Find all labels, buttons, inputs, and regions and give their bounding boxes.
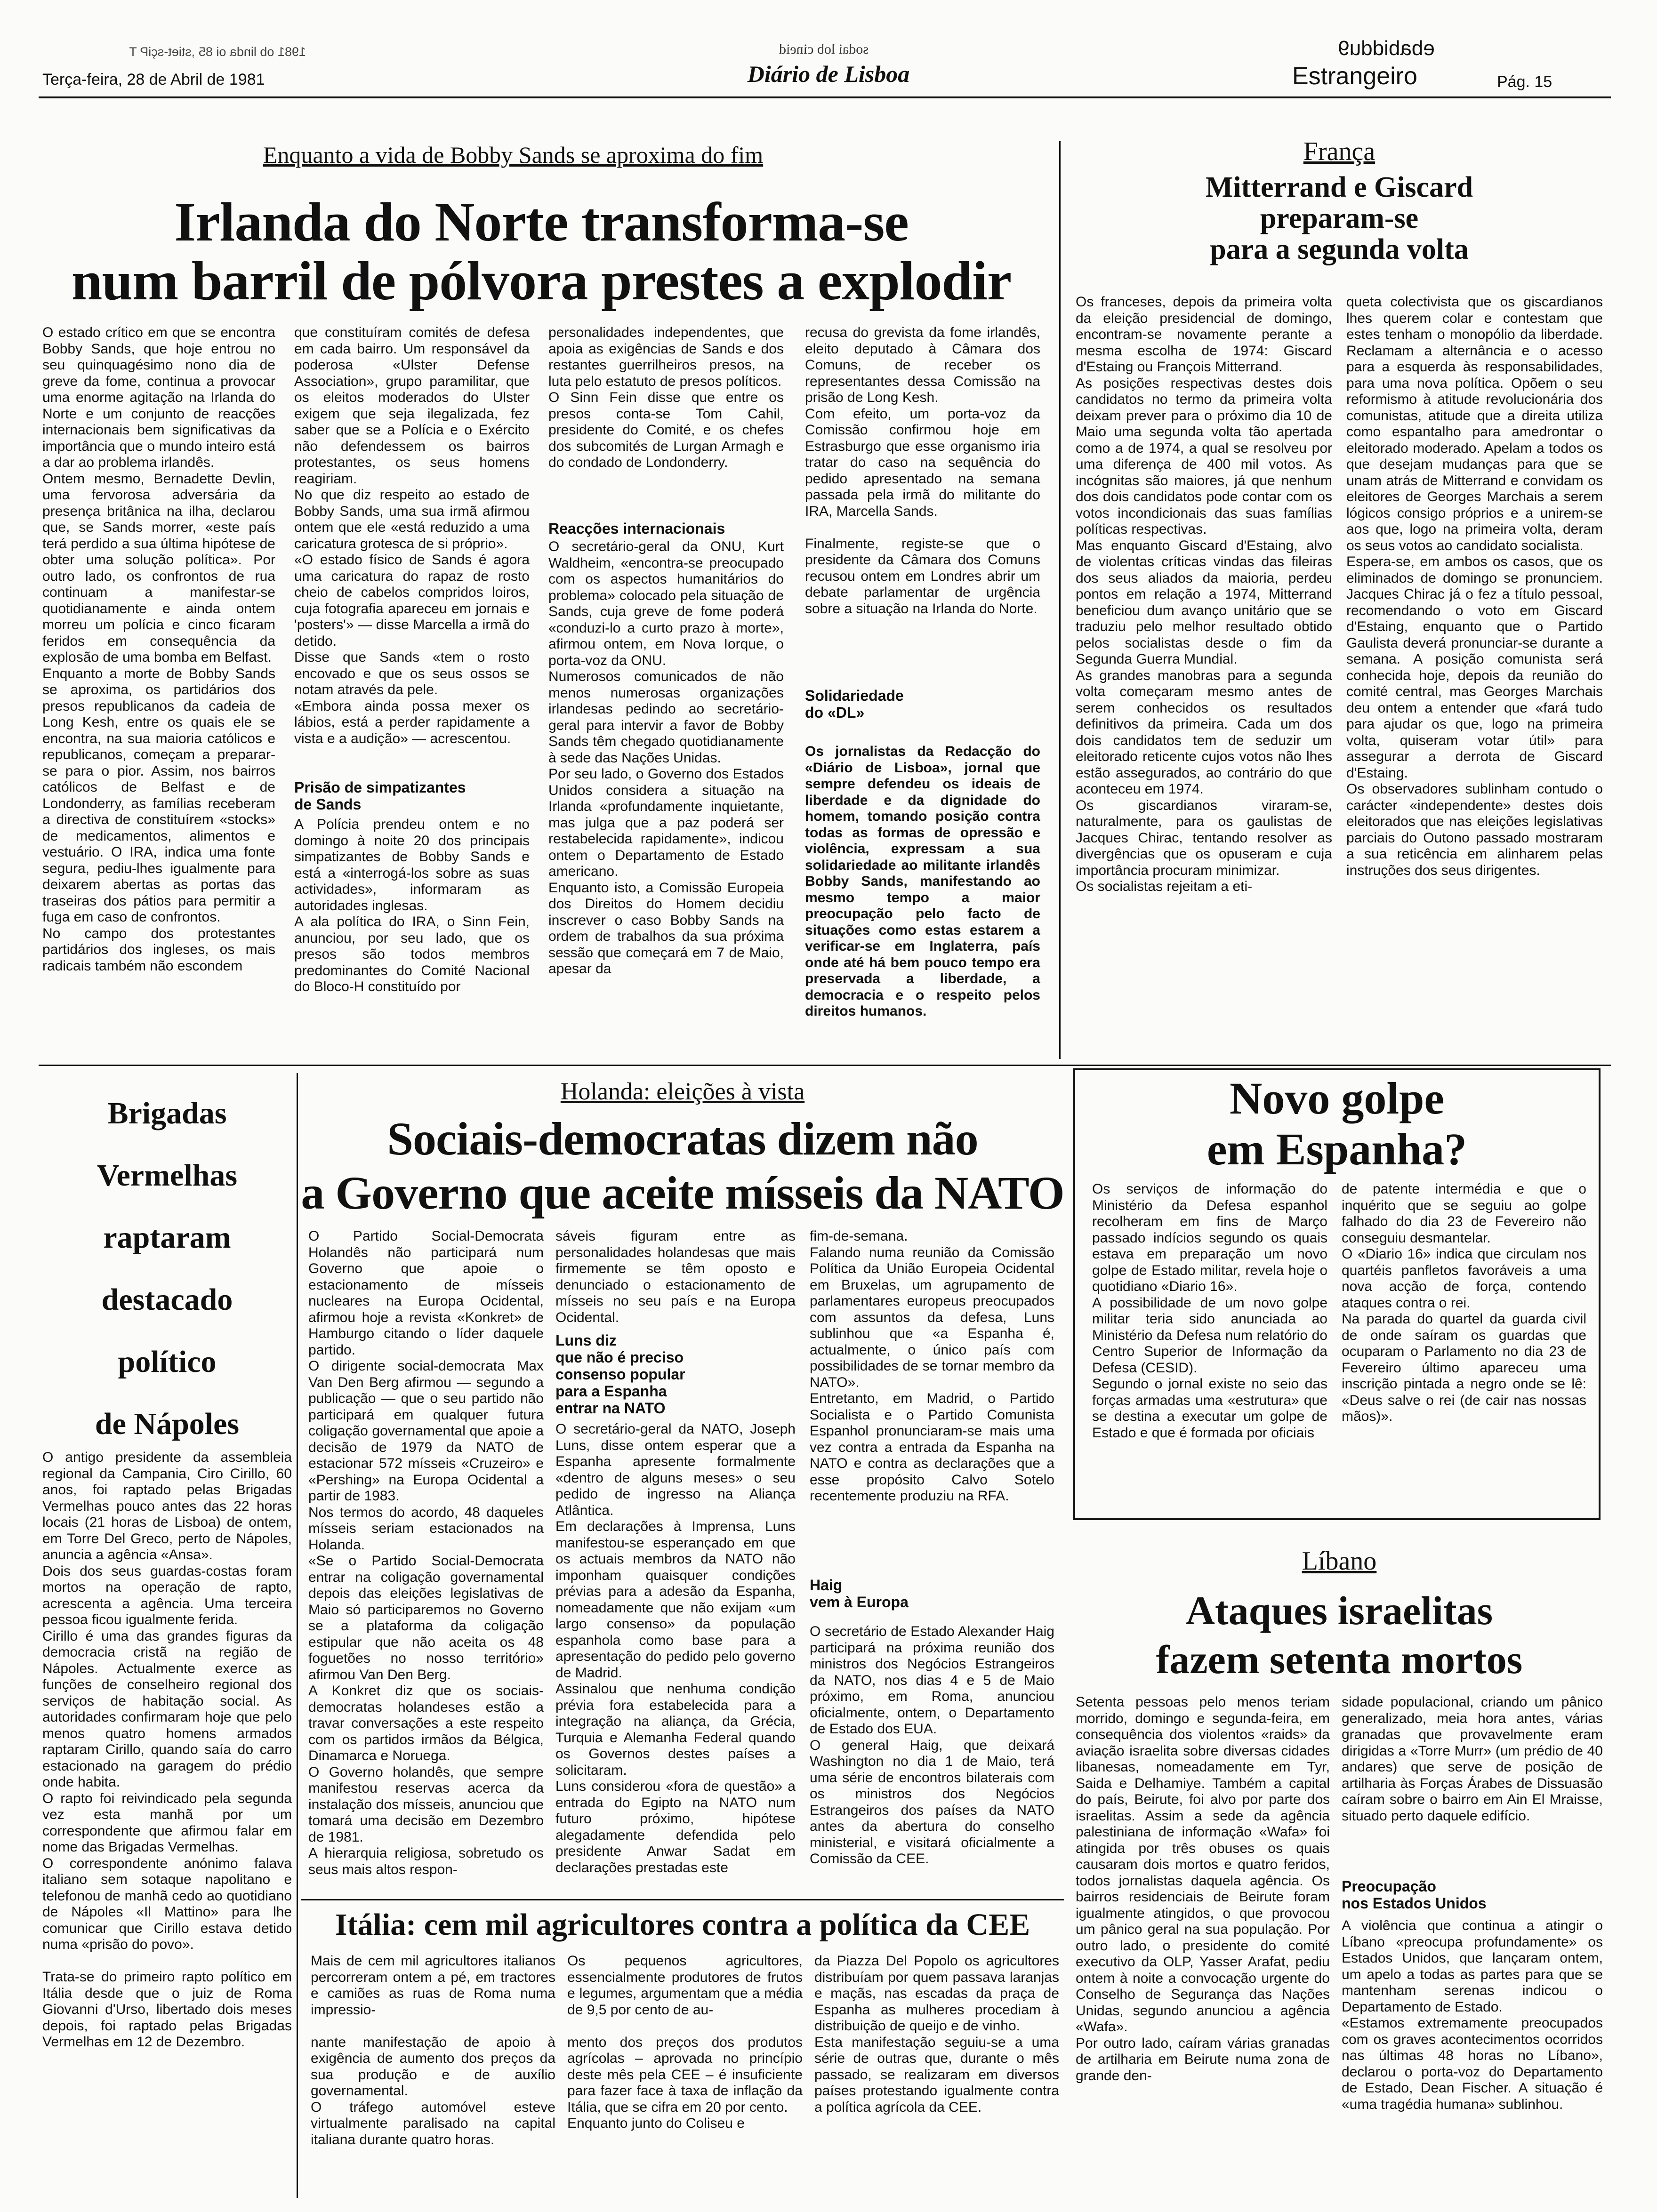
irlanda-headline-line1: Irlanda do Norte transforma-se	[174, 191, 909, 253]
brigadas-headline: Brigadas Vermelhas raptaram destacado político de Nápoles	[95, 1096, 240, 1441]
irlanda-col4-subhead: Solidariedade do «DL»	[805, 687, 904, 721]
mirror-bleed-text-right: ebabiddu9	[1338, 37, 1435, 60]
holanda-headline-line1: Sociais-democratas dizem não	[387, 1113, 978, 1165]
holanda-col1: O Partido Social-Democrata Holandês não participará num Governo que apoie o estacionamento de mísseis nucleares na Europa Ocidental, afirmou hoje a revista «Konkret» de Hamburgo citando o líder daquele partido. O dirigente social-democrata Max Van Den Berg afirmou — segundo a publicação — que o seu partido não participará em qualquer futura coligação governamental que apoie a decisão de 1979 da NATO de estacionar 572 mísseis «Cruzeiro» e «Pershing» na Europa Ocidental a partir de 1983. Nos termos do acordo, 48 daqueles mísseis seriam estacionados na Holanda. «Se o Partido Social-Democrata entrar na coligação governamental depois das eleições legislativas de Maio só participaremos no Governo se a plataforma da coligação estipular que não aceita os 48 foguetões no nosso território» afirmou Van Den Berg. A Konkret diz que os sociais-democratas holandeses estão a travar conversações a este respeito com os partidos irmãos da Bélgica, Dinamarca e Noruega. O Governo holandês, que sempre manifestou reservas acerca da instalação dos mísseis, anunciou que tomará uma decisão em Dezembro de 1981. A hierarquia religiosa, sobretudo os seus mais altos respon-	[308, 1228, 544, 1877]
irlanda-col2b: A Polícia prendeu ontem e no domingo à noite 20 dos principais simpatizantes de Bobby Sands e está a «interrogá-los sobre as suas actividades», informaram as autoridades inglesas. A ala política do IRA, o Sinn Fein, anunciou, por seu lado, que os presos são todos membros predominantes do Comité Nacional do Bloco-H constituído por	[294, 817, 530, 994]
irlanda-col3b: O secretário-geral da ONU, Kurt Waldheim, «encontra-se preocupado com os aspectos humanitários do problema» colocado pela situação de Sands, cuja greve de fome poderá «conduzi-lo a curto prazo à morte», afirmou ontem, em Nova Iorque, o porta-voz da ONU. Numerosos comunicados de não menos numerosas organizações irlandesas pedindo ao secretário-geral para intervir a favor de Bobby Sands têm chegado quotidianamente à sede das Nações Unidas. Por seu lado, o Governo dos Estados Unidos considera a situação na Irlanda «profundamente inquietante, mas julga que a paz poderá ser restabelecida rapidamente», indicou ontem o Departamento de Estado americano. Enquanto isto, a Comissão Europeia dos Direitos do Homem decidiu inscrever o caso Bobby Sands na ordem de trabalhos da sua próxima sessão que começará em 7 de Maio, apesar da	[548, 539, 784, 977]
franca-kicker: França	[1303, 137, 1375, 166]
paper-logo: Diário de Lisboa	[747, 61, 910, 87]
italia-col2: Os pequenos agricultores, essencialmente produtores de frutos e legumes, argumentam que a média de 9,5 por cento de au- mento dos preços dos produtos agrícolas – aprovada no princípio deste mês pela CEE – é insuficiente para fazer face à taxa de inflação da Itália, que se cifra em 20 por cento. Enquanto junto do Coliseu e	[567, 1953, 803, 2131]
masthead-rule	[39, 96, 1611, 98]
irlanda-headline-line2: num barril de pólvora prestes a explodir	[71, 250, 1012, 312]
mirror-bleed-masthead: sodai lob cineid	[779, 41, 869, 57]
column-divider-left	[297, 1073, 298, 2198]
libano-col2-subhead: Preocupação nos Estados Unidos	[1342, 1878, 1487, 1912]
libano-headline: Ataques israelitas fazem setenta mortos	[1156, 1588, 1523, 1682]
brigadas-body: O antigo presidente da assembleia regional da Campania, Ciro Cirillo, 60 anos, foi raptado pelas Brigadas Vermelhas pouco antes das 22 horas locais (21 horas de Lisboa) de ontem, em Torre Del Greco, perto de Nápoles, anuncia a agência «Ansa». Dois dos seus guardas-costas foram mortos na operação de rapto, acrescenta a agência. Uma terceira pessoa ficou igualmente ferida. Cirillo é uma das grandes figuras da democracia cristã na região de Nápoles. Actualmente exerce as funções de conselheiro regional dos serviços de habitação social. As autoridades confirmaram hoje que pelo menos quatro homens armados raptaram Cirillo, quando saía do carro estacionado na garagem do prédio onde habita. O rapto foi reivindicado pela segunda vez esta manhã por um correspondente que afirmou falar em nome das Brigadas Vermelhas. O correspondente anónimo falava italiano sem sotaque napolitano e telefonou de manhã cedo ao quotidiano de Nápoles «Il Mattino» para lhe comunicar que Cirillo estava detido numa «prisão do povo». Trata-se do primeiro rapto político em Itália desde que o juiz de Roma Giovanni d'Urso, libertado dois meses depois, foi raptado pelas Brigadas Vermelhas em 12 de Dezembro.	[42, 1450, 292, 2050]
column-divider	[1059, 141, 1061, 1059]
irlanda-col2: que constituíram comités de defesa em cada bairro. Um responsável da poderosa «Ulster Defense Association», grupo paramilitar, que os eleitos moderados do Ulster exigem que seja ilegalizada, fez saber que se a Polícia e o Exército não defendessem os bairros protestantes, os seus homens reagiriam. No que diz respeito ao estado de Bobby Sands, uma sua irmã afirmou ontem que ele «está reduzido a uma caricatura grotesca de si próprio». «O estado físico de Sands é agora uma caricatura do rapaz de rosto cheio de cabelos compridos loiros, cuja fotografia apareceu em jornais e 'posters'» — disse Marcella a irmã do detido. Disse que Sands «tem o rosto encovado e que os seus ossos se notam através da pele. «Embora ainda possa mexer os lábios, está a perder rapidamente a vista e a audição» — acrescentou.	[294, 325, 530, 746]
espanha-col2: de patente intermédia e que o inquérito que se seguiu ao golpe falhado do dia 23 de Fevereiro não conseguiu desmantelar. O «Diario 16» indica que circulam nos quartéis panfletos favoráveis a uma nova acção de força, contendo ataques contra o rei. Na parada do quartel da guarda civil de onde saíram os guardas que ocuparam o Parlamento no dia 23 de Fevereiro último apareceu uma inscrição pintada a negro onde se lê: «Deus salve o rei (de cair nas nossas mãos)».	[1342, 1181, 1586, 1424]
holanda-col3-subhead: Haig vem à Europa	[810, 1577, 909, 1611]
irlanda-col2-subhead: Prisão de simpatizantes de Sands	[294, 779, 466, 813]
holanda-headline-line2: a Governo que aceite mísseis da NATO	[301, 1167, 1064, 1219]
holanda-col2: sáveis figuram entre as personalidades holandesas que mais firmemente se têm oposto e denunciado o estacionamento de mísseis no seu país e na Europa Ocidental.	[555, 1228, 796, 1325]
franca-headline: Mitterrand e Giscard preparam-se para a segunda volta	[1205, 171, 1473, 265]
espanha-headline: Novo golpe em Espanha?	[1207, 1073, 1467, 1174]
libano-kicker: Líbano	[1302, 1547, 1377, 1576]
irlanda-kicker: Enquanto a vida de Bobby Sands se aproxima do fim	[263, 142, 764, 168]
libano-col2b: A violência que continua a atingir o Líbano «preocupa profundamente» os Estados Unidos, que lançaram ontem, um apelo a todas as partes para que se mantenham serenas indicou o Departamento de Estado. «Estamos extremamente preocupados com os graves acontecimentos ocorridos nas últimas 48 horas no Líbano», declarou o porta-voz do Departamento de Estado, Dean Fischer. A situação é «uma tragédia humana» sublinhou.	[1342, 1918, 1603, 2112]
holanda-col3b: O secretário de Estado Alexander Haig participará na próxima reunião dos ministros dos Negócios Estrangeiros da NATO, nos dias 4 e 5 de Maio próximo, em Roma, anunciou oficialmente, ontem, o Departamento de Estado dos EUA. O general Haig, que deixará Washington no dia 1 de Maio, terá uma série de encontros bilaterais com os ministros dos Negócios Estrangeiros dos países da NATO antes da abertura do conselho ministerial, e visitará oficialmente a Comissão da CEE.	[810, 1624, 1054, 1867]
irlanda-col4: recusa do grevista da fome irlandês, eleito deputado à Câmara dos Comuns, de receber os representantes dessa Comissão na prisão de Long Kesh. Com efeito, um porta-voz da Comissão confirmou hoje em Estrasburgo que esse organismo iria tratar do caso na sequência do pedido apresentado na semana passada pela irmã do militante do IRA, Marcella Sands. Finalmente, registe-se que o presidente da Câmara dos Comuns recusou ontem em Londres abrir um debate parlamentar de urgência sobre a situação na Irlanda do Norte.	[805, 325, 1040, 617]
italia-col3: da Piazza Del Popolo os agricultores distribuíam por quem passava laranjas e maçãs, nas escadas da praça de Espanha as mulheres procediam à distribuição de queijo e de vinho. Esta manifestação seguiu-se a uma série de outras que, durante o mês passado, se realizaram em diversos países protestando igualmente contra a política agrícola da CEE.	[814, 1953, 1059, 2115]
libano-col2: sidade populacional, criando um pânico generalizado, meia hora antes, várias granadas que provavelmente eram dirigidas a «Torre Murr» (um prédio de 40 andares) que serve de posição de artilharia às Forças Árabes de Dissuasão caíram sobre o bairro em Ain El Mraisse, situado perto daquele edifício.	[1342, 1694, 1603, 1824]
holanda-col2b: O secretário-geral da NATO, Joseph Luns, disse ontem esperar que a Espanha apresente formalmente «dentro de alguns meses» o seu pedido de ingresso na Aliança Atlântica. Em declarações à Imprensa, Luns manifestou-se esperançado em que os actuais membros da NATO não imponham quaisquer condições prévias para a adesão da Espanha, nomeadamente que não exijam «um largo consenso» da população espanhola como base para a apresentação do pedido pelo governo de Madrid. Assinalou que nenhuma condição prévia fora estabelecida para a integração na aliança, da Grécia, Turquia e Alemanha Federal quando os Governos destes países a solicitaram. Luns considerou «fora de questão» a entrada do Egipto na NATO num futuro próximo, hipótese alegadamente defendida pelo presidente Anwar Sadat em declarações prestadas este	[555, 1421, 796, 1875]
section-name: Estrangeiro	[1292, 63, 1417, 90]
italia-headline: Itália: cem mil agricultores contra a política da CEE	[335, 1907, 1030, 1942]
irlanda-col3: personalidades independentes, que apoia as exigências de Sands e dos restantes guerrilheiros presos, na luta pelo estatuto de presos políticos. O Sinn Fein disse que entre os presos conta-se Tom Cahil, presidente do Comité, e os chefes dos subcomités de Lurgan Armagh e do condado de Londonderry.	[548, 325, 784, 470]
irlanda-col3-subhead: Reacções internacionais	[548, 520, 725, 537]
franca-col1: Os franceses, depois da primeira volta da eleição presidencial de domingo, encontram-se novamente perante a mesma escolha de 1974: Giscard d'Estaing ou François Mitterrand. As posições respectivas destes dois candidatos no termo da primeira volta deixam prever para o próximo dia 10 de Maio uma segunda volta tão apertada como a de 1974, a qual se resolveu por uma diferença de 400 mil votos. As incógnitas são maiores, já que nenhum dos dois candidatos pode contar com os votos incondicionais das suas famílias políticas respectivas. Mas enquanto Giscard d'Estaing, alvo de violentas críticas vindas das fileiras dos seus aliados da maioria, perdeu pontos em relação a 1974, Mitterrand beneficiou dum avanço unitário que se traduziu pelo melhor resultado obtido pelos socialistas desde o fim da Segunda Guerra Mundial. As grandes manobras para a segunda volta começaram mesmo antes de serem conhecidos os resultados definitivos da primeira. Cada um dos dois candidatos tem de seduzir um eleitorado reticente cujos votos não lhes estão assegurados, ao contrário do que aconteceu em 1974. Os giscardianos viraram-se, naturalmente, para os gaulistas de Jacques Chirac, tentando resolver as divergências que os opuseram e cuja importância procuram minimizar. Os socialistas rejeitam a eti-	[1076, 294, 1332, 894]
issue-date: Terça-feira, 28 de Abril de 1981	[42, 71, 265, 88]
holanda-col3: fim-de-semana. Falando numa reunião da Comissão Política da União Europeia Ocidental em Bruxelas, um agrupamento de parlamentares europeus preocupados com assuntos da defesa, Luns sublinhou que «a Espanha é, actualmente, o único país com possibilidades de se tornar membro da NATO». Entretanto, em Madrid, o Partido Socialista e o Partido Comunista Espanhol pronunciaram-se mais uma vez contra a entrada da Espanha na NATO e contra as declarações que a esse propósito Calvo Sotelo recentemente produziu na RFA.	[810, 1228, 1054, 1504]
section-rule	[39, 1065, 1611, 1066]
page-number: Pág. 15	[1497, 73, 1552, 91]
mirror-bleed-text-left: 1981 ob linda oi 85 ,stiet-sçiP T	[129, 45, 306, 59]
irlanda-col1: O estado crítico em que se encontra Bobby Sands, que hoje entrou no seu quinquagésimo nono dia de greve da fome, continua a provocar uma enorme agitação na Irlanda do Norte e um conjunto de reacções internacionais bem significativas da importância que o mundo inteiro está a dar ao problema irlandês. Ontem mesmo, Bernadette Devlin, uma fervorosa adversária da presença britânica na ilha, declarou que, se Sands morrer, «este país terá perdido a sua última hipótese de obter uma solução política». Por outro lado, os confrontos de rua continuam a manifestar-se quotidianamente e ainda ontem morreu um polícia e cinco ficaram feridos em consequência da explosão de uma bomba em Belfast. Enquanto a morte de Bobby Sands se aproxima, os partidários dos presos republicanos da cadeia de Long Kesh, entre os quais ele se encontra, na sua maioria católicos e republicanos, começam a preparar-se para o pior. Assim, nos bairros católicos de Belfast e de Londonderry, as famílias receberam a directiva de constituírem «stocks» de medicamentos, alimentos e vestuário. O IRA, indica uma fonte segura, pediu-lhes igualmente para deixarem abertas as portas das traseiras dos pátios para permitir a fuga em caso de confrontos. No campo dos protestantes partidários dos ingleses, os mais radicais também não escondem	[42, 325, 275, 974]
holanda-kicker: Holanda: eleições à vista	[560, 1078, 805, 1105]
irlanda-col4b: Os jornalistas da Redacção do «Diário de Lisboa», jornal que sempre defendeu os ideais de liberdade e da dignidade do homem, tomando posição contra todas as formas de opressão e violência, expressam a sua solidariedade ao militante irlandês Bobby Sands, manifestando ao mesmo tempo a maior preocupação pelo facto de situações como estas estarem a verificar-se em Inglaterra, país onde até há bem pouco tempo era preservada a liberdade, a democracia e o respeito pelos direitos humanos.	[805, 744, 1040, 1019]
holanda-col2-subhead: Luns diz que não é preciso consenso popular para a Espanha entrar na NATO	[555, 1332, 685, 1417]
italia-rule	[301, 1899, 1064, 1900]
espanha-col1: Os serviços de informação do Ministério da Defesa espanhol recolheram em fins de Março passado indícios segundo os quais estava em preparação um novo golpe de Estado militar, revela hoje o quotidiano «Diario 16». A possibilidade de um novo golpe militar teria sido anunciada ao Ministério da Defesa num relatório do Centro Superior de Informação da Defesa (CESID). Segundo o jornal existe no seio das forças armadas uma «estrutura» que se destina a executar um golpe de Estado e que é formada por oficiais	[1092, 1181, 1327, 1441]
franca-col2: queta colectivista que os giscardianos lhes querem colar e contestam que estes tenham o monopólio da liberdade. Reclamam a alternância e o acesso para a esquerda às responsabilidades, para uma nova política. Opõem o seu reformismo à atitude revolucionária dos comunistas, atitude que a direita utiliza como espantalho para amedrontar o eleitorado moderado. Apelam a todos os que desejam mudanças para que se unam atrás de Mitterrand e convidam os eleitores de Georges Marchais a serem lógicos consigo próprios e a unirem-se aos que, logo na primeira volta, deram os seus votos ao candidato socialista. Espera-se, em ambos os casos, que os eliminados de domingo se pronunciem. Jacques Chirac já o fez a título pessoal, recomendando o voto em Giscard d'Estaing, enquanto que o Partido Gaulista deverá pronunciar-se durante a semana. A posição comunista será conhecida hoje, depois da reunião do comité central, mas Georges Marchais deu ontem a entender que «fará tudo para ajudar os que, logo na primeira volta, quiseram votar útil» para assegurar a derrota de Giscard d'Estaing. Os observadores sublinham contudo o carácter «independente» destes dois eleitorados que nas eleições legislativas parciais do Outono passado mostraram a sua reticência em alinharem pelas instruções dos seus dirigentes.	[1346, 294, 1603, 878]
italia-col1: Mais de cem mil agricultores italianos percorreram ontem a pé, em tractores e camiões as ruas de Roma numa impressio- nante manifestação de apoio à exigência de aumento dos preços da sua produção e de auxílio governamental. O tráfego automóvel esteve virtualmente paralisado na capital italiana durante quatro horas.	[311, 1953, 555, 2148]
libano-col1: Setenta pessoas pelo menos teriam morrido, domingo e segunda-feira, em consequência dos violentos «raids» da aviação israelita sobre diversas cidades libanesas, nomeadamente em Tyr, Saida e Delhamiye. Também a capital do país, Beirute, foi alvo por parte dos israelitas. Assim a sede da agência palestiniana de informação «Wafa» foi atingida por três obuses os quais causaram dois mortos e quatro feridos, todos jornalistas daquela agência. Os bairros residenciais de Beirute foram igualmente atingidos, o que provocou um pânico geral na sua população. Por outro lado, o presidente do comité executivo da OLP, Yasser Arafat, pediu ontem à noite a convocação urgente do Conselho de Segurança das Nações Unidas, segundo anunciou a agência «Wafa». Por outro lado, caíram várias granadas de artilharia em Beirute numa zona de grande den-	[1076, 1694, 1330, 2084]
